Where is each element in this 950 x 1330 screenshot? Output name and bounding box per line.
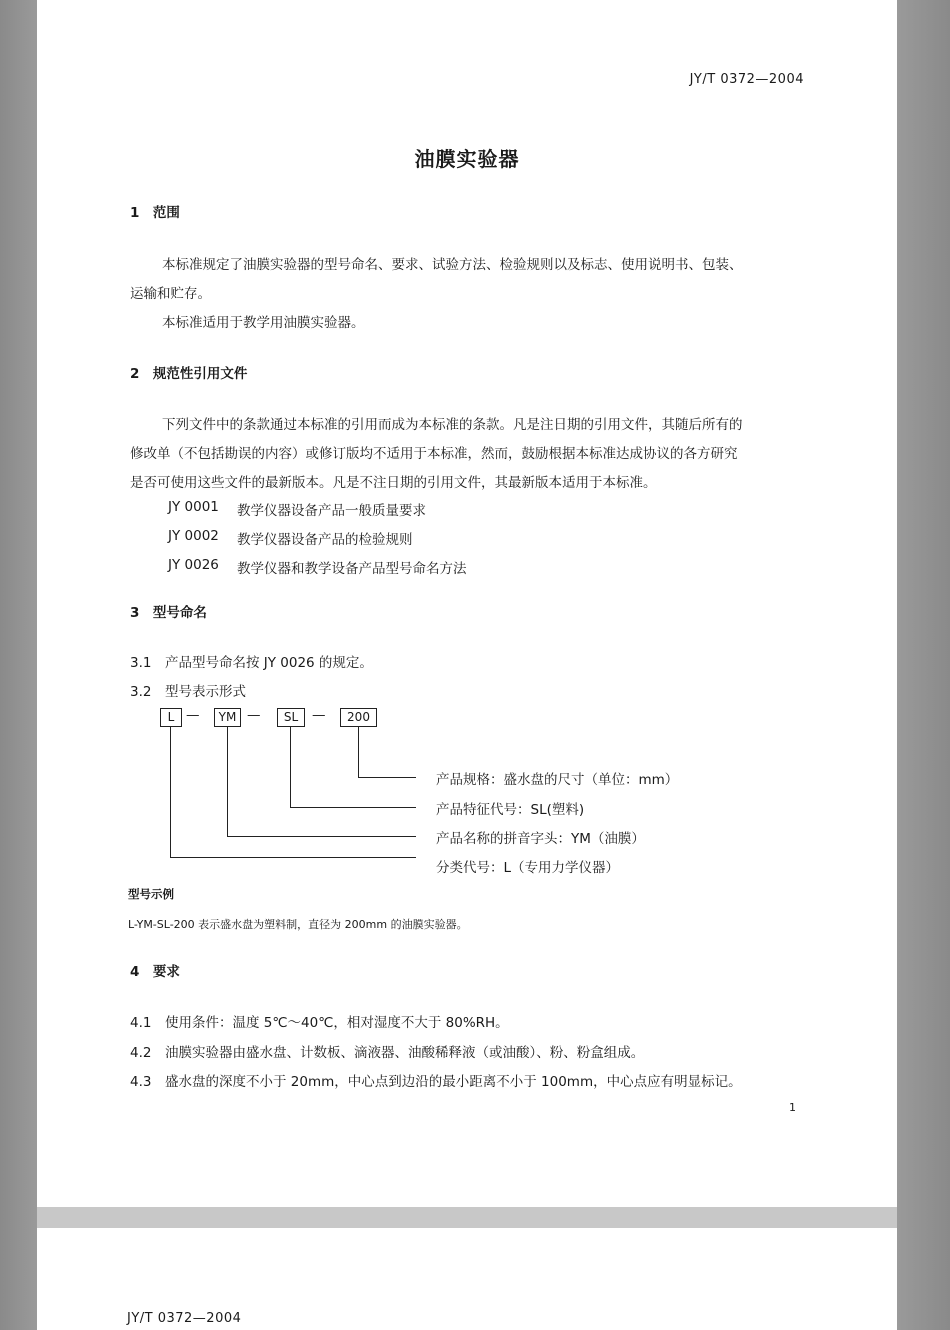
leader-line bbox=[290, 807, 416, 808]
leader-line bbox=[227, 727, 228, 836]
section-2-para-line: 下列文件中的条款通过本标准的引用而成为本标准的条款。凡是注日期的引用文件，其随后所有的 bbox=[162, 417, 743, 433]
separator-dash: — bbox=[312, 707, 326, 723]
clause-4-1: 4.1 使用条件：温度 5℃～40℃，相对湿度不大于 80%RH。 bbox=[130, 1015, 509, 1031]
reference-code: JY 0001 bbox=[168, 499, 219, 515]
page-title: 油膜实验器 bbox=[414, 147, 520, 171]
example-text: L-YM-SL-200 表示盛水盘为塑料制，直径为 200mm 的油膜实验器。 bbox=[128, 918, 468, 931]
reference-code: JY 0026 bbox=[168, 557, 219, 573]
section-2-heading: 2 规范性引用文件 bbox=[130, 366, 248, 382]
section-1-para-line: 运输和贮存。 bbox=[130, 286, 211, 302]
clause-4-2: 4.2 油膜实验器由盛水盘、计数板、滴液器、油酸稀释液（或油酸）、粉、粉盒组成。 bbox=[130, 1045, 645, 1061]
model-box-spec: 200 bbox=[340, 708, 377, 727]
standard-number: JY/T 0372—2004 bbox=[127, 1311, 242, 1326]
clause-4-3: 4.3 盛水盘的深度不小于 20mm，中心点到边沿的最小距离不小于 100mm，中心点应有明显标记。 bbox=[130, 1074, 742, 1090]
page-number: 1 bbox=[789, 1101, 796, 1114]
leader-line bbox=[227, 836, 416, 837]
clause-3-2: 3.2 型号表示形式 bbox=[130, 684, 246, 700]
designation-label: 分类代号：L（专用力学仪器） bbox=[436, 860, 620, 876]
reference-title: 教学仪器和教学设备产品型号命名方法 bbox=[237, 561, 467, 577]
leader-line bbox=[358, 777, 416, 778]
reference-title: 教学仪器设备产品一般质量要求 bbox=[237, 503, 426, 519]
designation-label: 产品名称的拼音字头：YM（油膜） bbox=[436, 831, 645, 847]
section-2-para-line: 修改单（不包括勘误的内容）或修订版均不适用于本标准，然而，鼓励根据本标准达成协议的各方研究 bbox=[130, 446, 738, 462]
example-title: 型号示例 bbox=[128, 887, 174, 901]
section-1-heading: 1 范围 bbox=[130, 205, 180, 221]
section-3-heading: 3 型号命名 bbox=[130, 605, 207, 621]
clause-3-1: 3.1 产品型号命名按 JY 0026 的规定。 bbox=[130, 655, 373, 671]
leader-line bbox=[290, 727, 291, 807]
separator-dash: — bbox=[247, 707, 261, 723]
section-1-para: 本标准适用于教学用油膜实验器。 bbox=[162, 315, 365, 331]
reference-title: 教学仪器设备产品的检验规则 bbox=[237, 532, 413, 548]
section-1-para-line: 本标准规定了油膜实验器的型号命名、要求、试验方法、检验规则以及标志、使用说明书、包装、 bbox=[162, 257, 743, 273]
designation-label: 产品规格：盛水盘的尺寸（单位：mm） bbox=[436, 772, 679, 788]
standard-number: JY/T 0372—2004 bbox=[689, 72, 804, 87]
designation-label: 产品特征代号：SL(塑料) bbox=[436, 802, 585, 818]
model-box-name: YM bbox=[214, 708, 241, 727]
section-2-para-line: 是否可使用这些文件的最新版本。凡是不注日期的引用文件，其最新版本适用于本标准。 bbox=[130, 475, 657, 491]
model-box-category: L bbox=[160, 708, 182, 727]
model-box-feature: SL bbox=[277, 708, 305, 727]
leader-line bbox=[170, 727, 171, 857]
leader-line bbox=[170, 857, 416, 858]
document-page-2 bbox=[37, 1228, 897, 1330]
separator-dash: — bbox=[186, 707, 200, 723]
document-page-1 bbox=[37, 0, 897, 1207]
leader-line bbox=[358, 727, 359, 777]
reference-code: JY 0002 bbox=[168, 528, 219, 544]
section-4-heading: 4 要求 bbox=[130, 964, 180, 980]
